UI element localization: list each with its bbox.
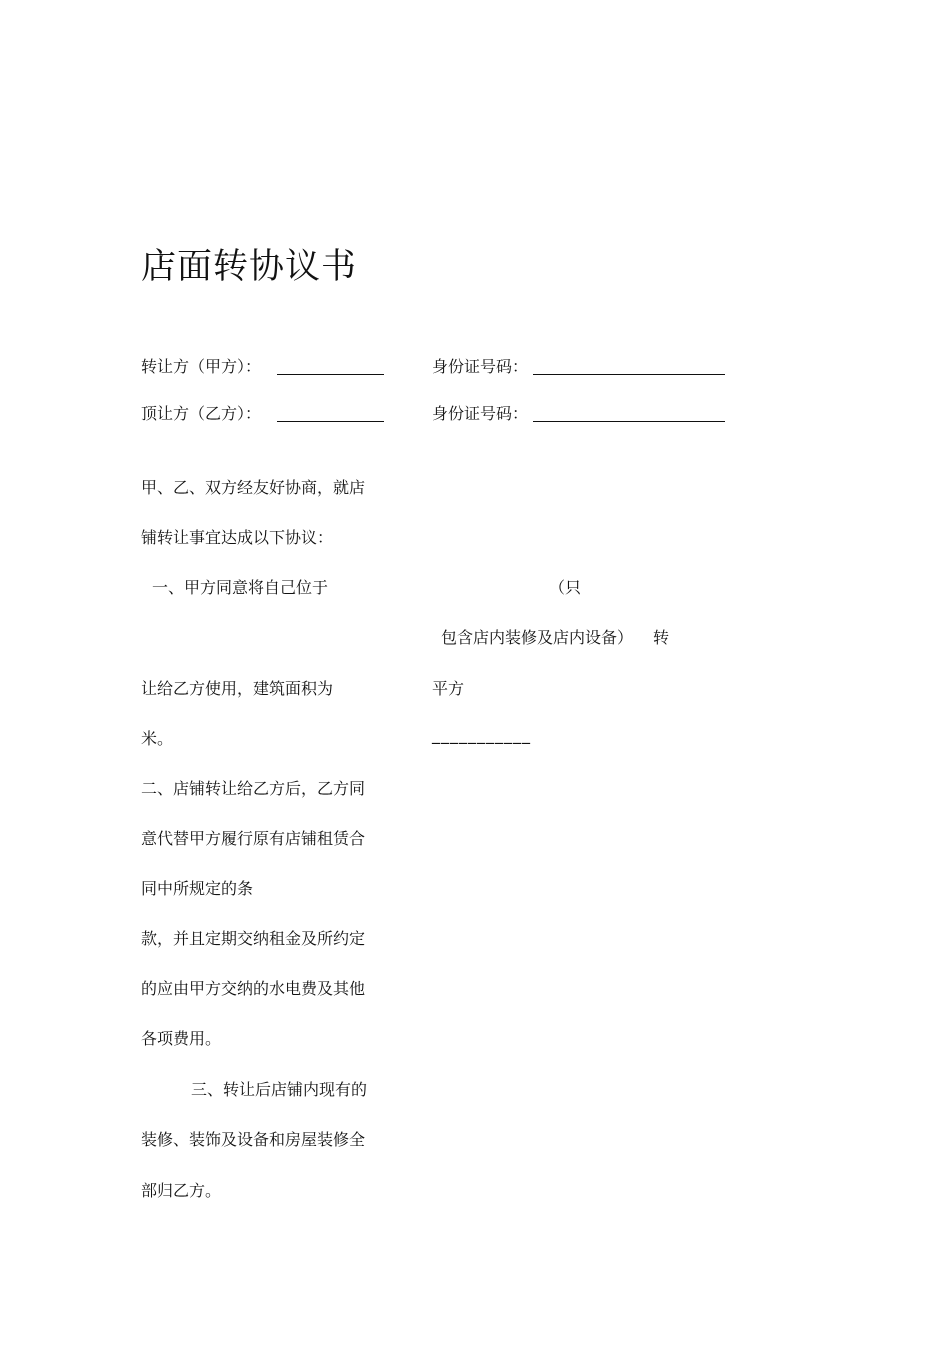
party-b-id-label: 身份证号码： xyxy=(432,404,529,423)
body-line: 部归乙方。 xyxy=(141,1181,222,1200)
blank-field-dashes: ___________ xyxy=(432,725,531,744)
body-line: 各项费用。 xyxy=(141,1029,222,1048)
body-fragment: （只 xyxy=(549,578,582,597)
body-line: 让给乙方使用，建筑面积为 xyxy=(141,679,334,698)
body-line: 的应由甲方交纳的水电费及其他 xyxy=(141,979,366,998)
body-line: 米。 xyxy=(141,729,174,748)
party-b-label: 顶让方（乙方）： xyxy=(141,404,262,423)
body-fragment: 转 xyxy=(653,628,670,647)
body-line: 同中所规定的条 xyxy=(141,879,254,898)
body-line: 意代替甲方履行原有店铺租赁合 xyxy=(141,829,366,848)
clause-three-start: 三、转让后店铺内现有的 xyxy=(191,1080,368,1099)
body-line: 铺转让事宜达成以下协议： xyxy=(141,528,334,547)
clause-two-start: 二、店铺转让给乙方后，乙方同 xyxy=(141,779,366,798)
document-title: 店面转协议书 xyxy=(141,247,358,287)
party-b-id-field[interactable] xyxy=(533,421,725,422)
body-line: 甲、乙、双方经友好协商，就店 xyxy=(141,478,366,497)
party-a-id-label: 身份证号码： xyxy=(432,357,529,376)
body-line: 装修、装饰及设备和房屋装修全 xyxy=(141,1130,366,1149)
party-a-id-field[interactable] xyxy=(533,374,725,375)
body-line: 款，并且定期交纳租金及所约定 xyxy=(141,929,366,948)
party-a-name-field[interactable] xyxy=(277,374,384,375)
body-fragment: 包含店内装修及店内设备） xyxy=(441,628,634,647)
clause-one-start: 一、甲方同意将自己位于 xyxy=(152,578,329,597)
party-b-name-field[interactable] xyxy=(277,421,384,422)
body-fragment: 平方 xyxy=(432,679,465,698)
party-a-label: 转让方（甲方）： xyxy=(141,357,262,376)
